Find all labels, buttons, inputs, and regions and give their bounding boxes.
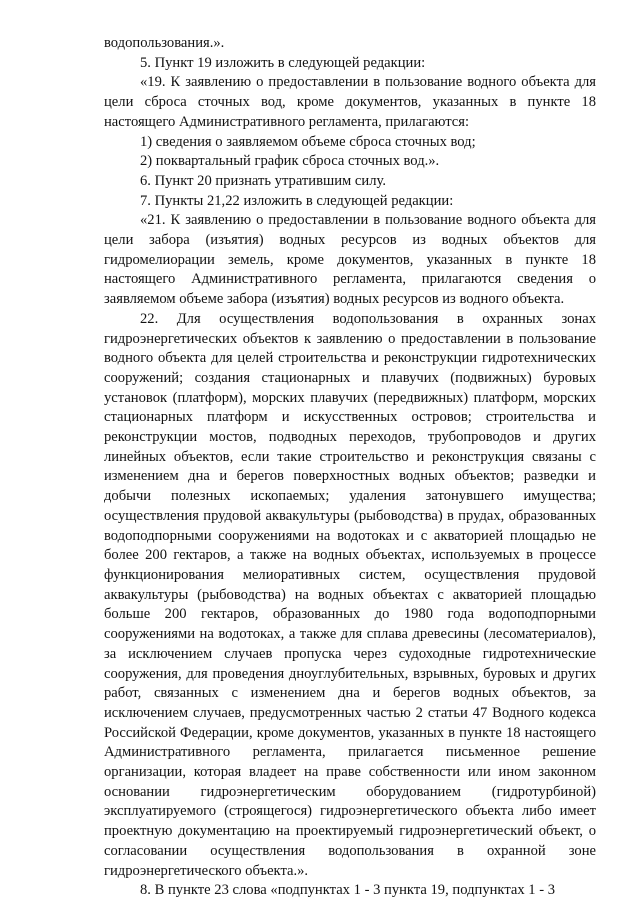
paragraph-item-6: 6. Пункт 20 признать утратившим силу. xyxy=(140,172,386,189)
paragraph-clause-19: «19. К заявлению о предоставлении в пользование водного объекта для цели сброса сточных вод, кроме документов, указанных в пункте 18 настоящего Административного регламента, прилагаются: xyxy=(104,74,596,130)
document-page xyxy=(104,34,596,901)
paragraph-continuation: водопользования.». xyxy=(104,35,225,51)
paragraph-clause-19-sub-2: 2) поквартальный график сброса сточных вод.». xyxy=(140,153,440,170)
paragraph-clause-19-sub-1: 1) сведения о заявляемом объеме сброса сточных вод; xyxy=(140,133,476,150)
paragraph-item-8: 8. В пункте 23 слова «подпунктах 1 - 3 пункта 19, подпунктах 1 - 3 xyxy=(140,882,556,899)
paragraph-clause-22: 22. Для осуществления водопользования в охранных зонах гидроэнергетических объектов к заявлению о предоставлении в пользование водного объекта для целей строительства и реконструкции гидротехнических сооружений; создания стационарных и плавучих (подвижных) буровых установок (платформ), морских плавучих (передвижных) платформ, морских стационарных платформ и искусственных островов; строительства и реконструкции мостов, подводных переходов, трубопроводов и других линейных объектов, если такие строительство и реконструкция связаны с изменением дна и берегов поверхностных водных объектов; разведки и добычи полезных ископаемых; удаления затонувшего имущества; осуществления прудовой аквакультуры (рыбоводства) в прудах, образованных водоподпорными сооружениями на водотоках и с акваторией площадью не более 200 гектаров, а также на водных объектах, используемых в процессе функционирования мелиоративных систем, осуществления прудовой аквакультуры (рыбоводства) на водных объектах с акваторией площадью больше 200 гектаров, образованных до 1980 года водоподпорными сооружениями на водотоках, а также для сплава древесины (лесоматериалов), за исключением случаев пропуска через судоходные гидротехнические сооружения, для проведения дноуглубительных, взрывных, буровых и других работ, связанных с изменением дна и берегов водных объектов, за исключением случаев, предусмотренных частью 2 статьи 47 Водного кодекса Российской Федерации, кроме документов, указанных в пункте 18 настоящего Административного регламента, прилагается письменное решение организации, которая владеет на праве собственности или ином законном основании гидроэнергетическим оборудованием (гидротурбиной) эксплуатируемого (строящегося) гидроэнергетического объекта либо имеет проектную документацию на проектируемый гидроэнергетический объект, о согласовании осуществления водопользования в охранной зоне гидроэнергетического объекта.». xyxy=(104,310,596,879)
paragraph-item-7: 7. Пункты 21,22 изложить в следующей редакции: xyxy=(140,192,454,209)
paragraph-item-5: 5. Пункт 19 изложить в следующей редакции: xyxy=(140,54,426,71)
paragraph-clause-21: «21. К заявлению о предоставлении в пользование водного объекта для цели забора (изъятия) водных ресурсов из водных объектов для гидромелиорации земель, кроме документов, указанных в пункте 18 настоящего Административного регламента, прилагаются сведения о заявляемом объеме забора (изъятия) водных ресурсов из водного объекта. xyxy=(104,212,596,308)
